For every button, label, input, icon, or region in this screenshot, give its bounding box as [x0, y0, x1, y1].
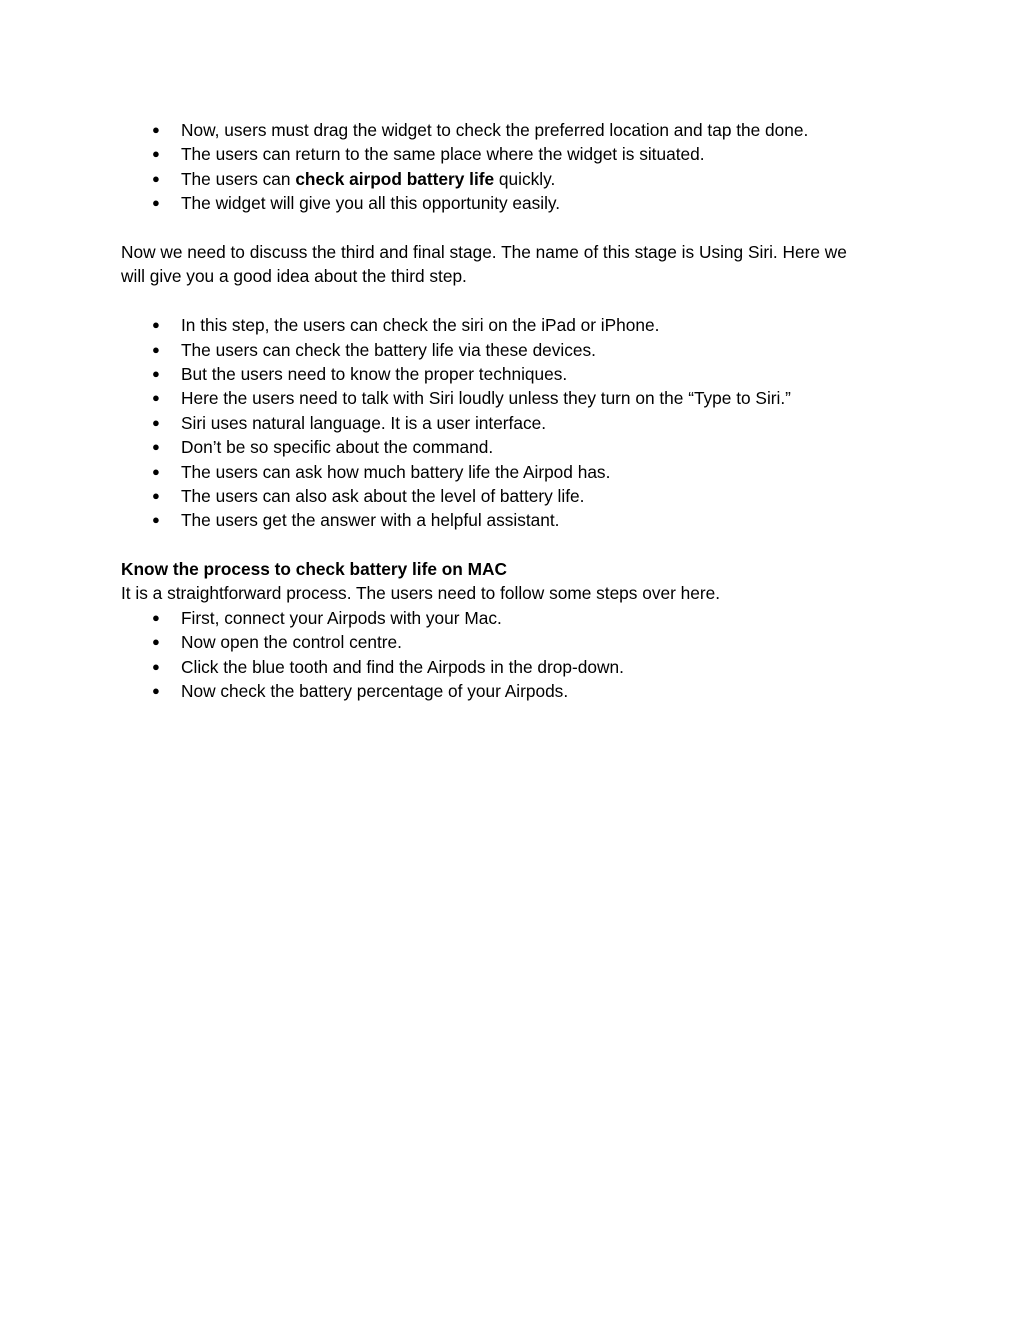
paragraph-siri-intro: Now we need to discuss the third and final stage. The name of this stage is Using Siri. Here we will give you a good idea about the third step. — [121, 241, 847, 287]
paragraph-mac-intro: It is a straightforward process. The users need to follow some steps over here. — [121, 583, 721, 604]
list-item: ● The users can check airpod battery life quickly. — [121, 167, 911, 191]
bullet-icon: ● — [152, 439, 160, 455]
list-item: ● Siri uses natural language. It is a user interface. — [121, 411, 911, 435]
bullet-icon: ● — [152, 634, 160, 650]
siri-steps-list — [121, 313, 911, 533]
list-item: ● The users can also ask about the level of battery life. — [121, 484, 911, 508]
bullet-icon: ● — [152, 487, 160, 503]
list-item: ● Here the users need to talk with Siri loudly unless they turn on the “Type to Siri.” — [121, 386, 911, 410]
bullet-icon: ● — [152, 683, 160, 699]
document-page — [121, 118, 911, 703]
bold-phrase: check airpod battery life — [295, 168, 495, 189]
list-item: ● Now, users must drag the widget to check the preferred location and tap the done. — [121, 118, 911, 142]
list-item: ● In this step, the users can check the siri on the iPad or iPhone. — [121, 313, 911, 337]
list-item: ● But the users need to know the proper techniques. — [121, 362, 911, 386]
list-item: ● The users get the answer with a helpful assistant. — [121, 508, 911, 532]
bullet-icon: ● — [152, 317, 160, 333]
bullet-icon: ● — [152, 122, 160, 137]
bullet-icon: ● — [152, 146, 160, 162]
bullet-icon: ● — [152, 463, 160, 479]
bullet-icon: ● — [152, 414, 160, 430]
list-item: ● The users can ask how much battery life the Airpod has. — [121, 460, 911, 484]
widget-steps-list — [121, 118, 911, 216]
bullet-icon: ● — [152, 658, 160, 674]
list-item: ● The users can return to the same place where the widget is situated. — [121, 142, 911, 166]
list-item: ● Click the blue tooth and find the Airpods in the drop-down. — [121, 655, 911, 679]
list-item: ● The users can check the battery life via these devices. — [121, 338, 911, 362]
bullet-icon: ● — [152, 170, 160, 186]
list-item: ● Now check the battery percentage of your Airpods. — [121, 679, 911, 703]
list-item: ● Now open the control centre. — [121, 630, 911, 654]
bullet-icon: ● — [152, 195, 160, 211]
bullet-icon: ● — [152, 609, 160, 625]
bullet-icon: ● — [152, 390, 160, 406]
list-item: ● Don’t be so specific about the command. — [121, 435, 911, 459]
list-item: ● First, connect your Airpods with your Mac. — [121, 606, 911, 630]
bullet-icon: ● — [152, 341, 160, 357]
mac-steps-list — [121, 606, 911, 704]
bullet-icon: ● — [152, 512, 160, 528]
list-item: ● The widget will give you all this opportunity easily. — [121, 191, 911, 215]
bullet-icon: ● — [152, 365, 160, 381]
section-heading: Know the process to check battery life on MAC — [121, 559, 508, 580]
